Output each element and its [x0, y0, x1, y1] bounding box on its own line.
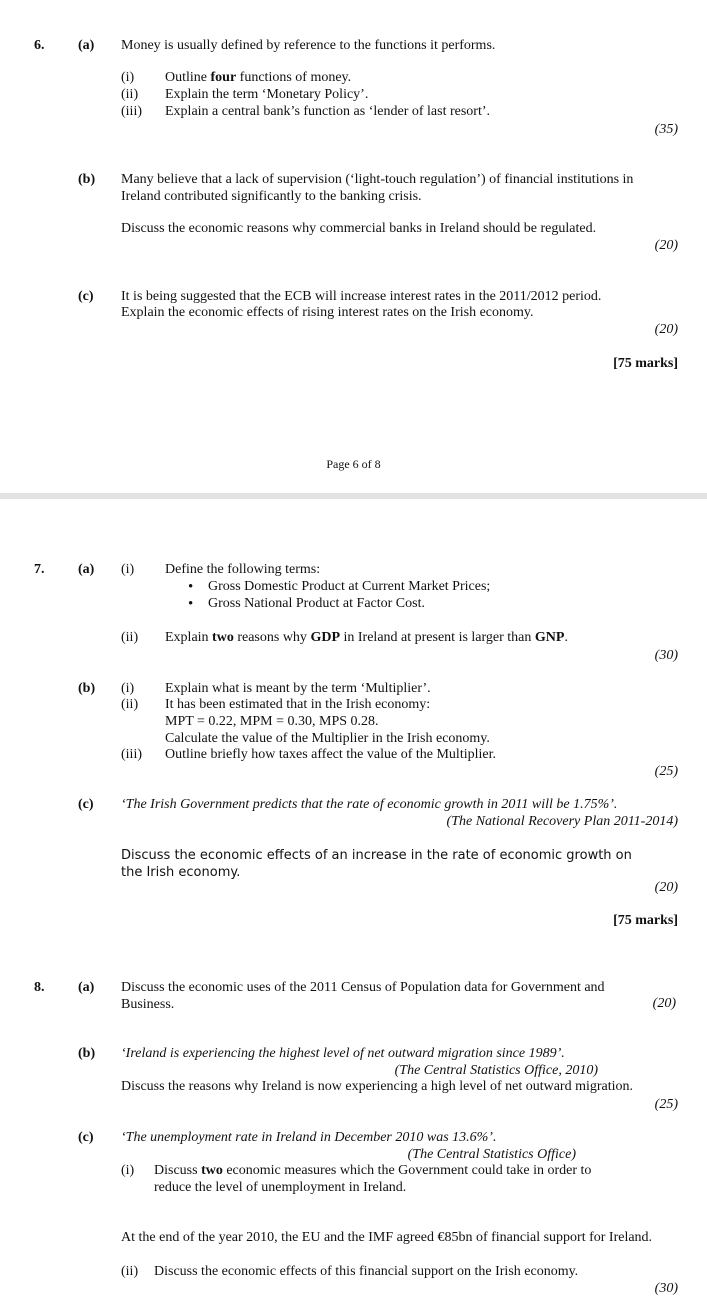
- q8a-label: (a): [78, 980, 95, 995]
- q7a-ii-text: Explain two reasons why GDP in Ireland at present is larger than GNP.: [165, 630, 568, 645]
- q6b-discuss: Discuss the economic reasons why commercial banks in Ireland should be regulated.: [121, 221, 597, 236]
- q7a-bullet: • Gross Domestic Product at Current Market Prices;: [208, 579, 490, 596]
- q7b-iii-text: Outline briefly how taxes affect the value of the Multiplier.: [165, 747, 496, 762]
- q8-number: 8.: [34, 980, 45, 995]
- q7b-ii-label: (ii): [121, 697, 139, 712]
- q6a-intro: Money is usually defined by reference to the functions it performs.: [121, 38, 496, 53]
- q7a-ii-label: (ii): [121, 630, 139, 645]
- q7b-ii-line3: Calculate the value of the Multiplier in the Irish economy.: [165, 731, 490, 746]
- q8b-discuss: Discuss the reasons why Ireland is now experiencing a high level of net outward migration.: [121, 1079, 634, 1094]
- q6a-label: (a): [78, 38, 95, 53]
- q8c-source: (The Central Statistics Office): [407, 1147, 576, 1162]
- q6a-i-text: Outline four functions of money.: [165, 70, 352, 85]
- q7c-source: (The National Recovery Plan 2011-2014): [446, 814, 678, 829]
- q7b-ii-line1: It has been estimated that in the Irish economy:: [165, 697, 431, 712]
- q7a-i-text: Define the following terms:: [165, 562, 321, 577]
- q8b-source: (The Central Statistics Office, 2010): [394, 1063, 598, 1078]
- q6a-ii-label: (ii): [121, 87, 139, 102]
- q7a-label: (a): [78, 562, 95, 577]
- q7-total-marks: [75 marks]: [613, 913, 678, 928]
- q7b-i-text: Explain what is meant by the term ‘Multiplier’.: [165, 681, 431, 696]
- q6c-label: (c): [78, 289, 94, 304]
- q7b-iii-label: (iii): [121, 747, 142, 762]
- page-footer: Page 6 of 8: [326, 457, 381, 471]
- q6a-iii-label: (iii): [121, 104, 142, 119]
- q7a-marks: (30): [654, 648, 678, 663]
- q6-total-marks: [75 marks]: [613, 356, 678, 371]
- page-divider: [0, 493, 707, 499]
- q6c-line2: Explain the economic effects of rising interest rates on the Irish economy.: [121, 305, 534, 320]
- q7a-bullet: • Gross National Product at Factor Cost.: [208, 596, 490, 613]
- q7c-marks: (20): [654, 880, 678, 895]
- q6b-label: (b): [78, 172, 96, 187]
- q6a-i-label: (i): [121, 70, 135, 85]
- q6c-line1: It is being suggested that the ECB will increase interest rates in the 2011/2012 period.: [121, 289, 602, 304]
- q7c-quote: ‘The Irish Government predicts that the rate of economic growth in 2011 will be 1.75%’.: [121, 797, 618, 812]
- q8a-text: Discuss the economic uses of the 2011 Census of Population data for Government and Business.: [121, 980, 605, 1012]
- q8c-label: (c): [78, 1130, 94, 1145]
- q8c-quote: ‘The unemployment rate in Ireland in December 2010 was 13.6%’.: [121, 1130, 497, 1145]
- q8b-label: (b): [78, 1046, 96, 1061]
- q6a-marks: (35): [654, 122, 678, 137]
- q8c-marks: (30): [654, 1281, 678, 1296]
- q6c-marks: (20): [654, 322, 678, 337]
- q7b-i-label: (i): [121, 681, 135, 696]
- q7c-label: (c): [78, 797, 94, 812]
- q8c-context: At the end of the year 2010, the EU and the IMF agreed €85bn of financial support for Ireland.: [121, 1230, 653, 1245]
- q8a-marks: (20): [652, 996, 676, 1011]
- q6b-text: Many believe that a lack of supervision (‘light-touch regulation’) of financial institutions in Ireland contributed significantly to the banking crisis.: [121, 172, 634, 204]
- q6b-marks: (20): [654, 238, 678, 253]
- q8c-ii-label: (ii): [121, 1264, 139, 1279]
- q7b-marks: (25): [654, 764, 678, 779]
- q8b-marks: (25): [654, 1097, 678, 1112]
- q7a-bullet-list: [208, 579, 490, 612]
- q7b-label: (b): [78, 681, 96, 696]
- q7c-discuss: Discuss the economic effects of an increase in the rate of economic growth on the Irish economy.: [121, 848, 632, 880]
- q6a-iii-text: Explain a central bank’s function as ‘lender of last resort’.: [165, 104, 490, 119]
- q6a-ii-text: Explain the term ‘Monetary Policy’.: [165, 87, 369, 102]
- q7-number: 7.: [34, 562, 45, 577]
- q8c-i-label: (i): [121, 1163, 135, 1178]
- q7a-i-label: (i): [121, 562, 135, 577]
- q7b-ii-line2: MPT = 0.22, MPM = 0.30, MPS 0.28.: [165, 714, 379, 729]
- q8c-ii-text: Discuss the economic effects of this financial support on the Irish economy.: [154, 1264, 579, 1279]
- q6-number: 6.: [34, 38, 45, 53]
- q8b-quote: ‘Ireland is experiencing the highest level of net outward migration since 1989’.: [121, 1046, 565, 1061]
- q8c-i-text: Discuss two economic measures which the Government could take in order to reduce the level of unemployment in Ireland.: [154, 1163, 592, 1195]
